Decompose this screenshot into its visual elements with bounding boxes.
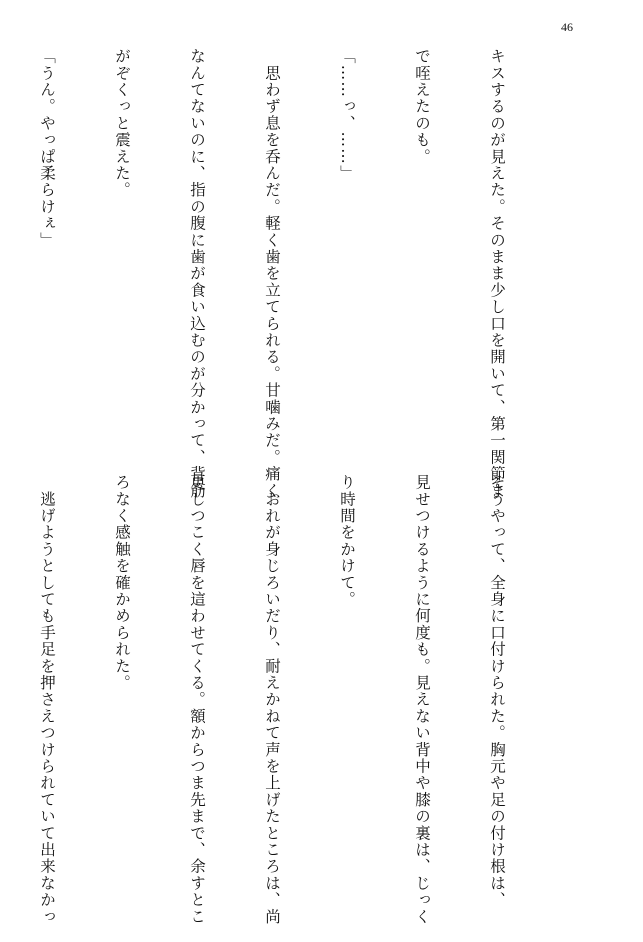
text-line: キスするのが見えた。そのまま少し口を開いて、第一関節ま — [488, 48, 506, 499]
text-line: 思わず息を呑んだ。軽く歯を立てられる。甘噛みだ。痛く — [263, 48, 281, 499]
page-number: 46 — [561, 20, 573, 34]
text-line: 更しつこく唇を這わせてくる。額からつま先まで、余すとこ — [188, 474, 206, 925]
text-line: 逃げようとしても手足を押さえつけられていて出来なかっ — [38, 474, 56, 925]
text-line: で咥えたのも。 — [413, 48, 431, 165]
text-block-top — [38, 48, 559, 499]
text-line: 「うん。やっぱ柔らけぇ」 — [38, 48, 56, 249]
text-block-bottom — [38, 474, 559, 925]
text-line: り時間をかけて。 — [338, 474, 356, 608]
text-line: 見せつけるように何度も。見えない背中や膝の裏は、じっく — [413, 474, 431, 925]
text-line: がぞくっと震えた。 — [113, 48, 131, 199]
text-line: おれが身じろいだり、耐えかねて声を上げたところは、尚 — [263, 474, 281, 925]
text-line: 「……っ、……」 — [338, 48, 356, 182]
text-line: そうやって、全身に口付けられた。胸元や足の付け根は、 — [488, 474, 506, 909]
text-line: なんてないのに、指の腹に歯が食い込むのが分かって、背筋 — [188, 48, 206, 499]
text-line: ろなく感触を確かめられた。 — [113, 474, 131, 692]
